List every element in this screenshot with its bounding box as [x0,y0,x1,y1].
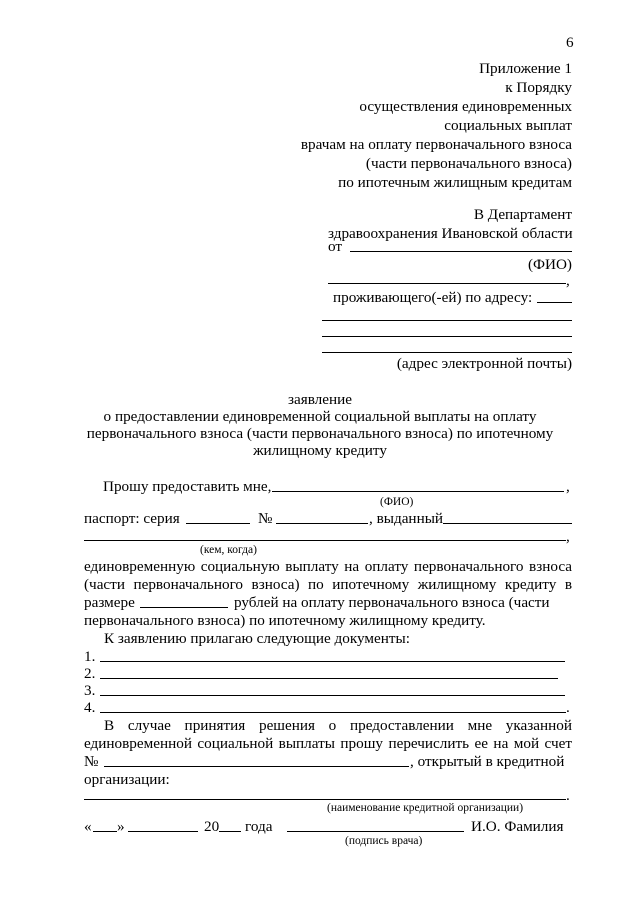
document-page: 6 Приложение 1 к Порядку осуществления единовременных социальных выплат врачам на оплату первоначального взноса (части первоначального взноса) по ипотечным жилищным кредитам В Департамент здравоохранения Ивановской области от (ФИО) , проживающего(-ей) по адресу: (адрес электронной почты) заявление о предоставлении единовременной социальной выплаты на оплату первоначального взноса (части первоначального взноса) по ипотечному жилищному кредиту Прошу предоставить мне, , (ФИО) паспорт: серия № , выданный , (кем, когда) единовременную социальную выплату на оплату первоначального взноса (части первоначального взноса) по ипотечному жилищному кредиту в размере рублей на оплату первоначального взноса (части первоначального взноса) по ипотечному жилищному кредиту. К заявлению прилагаю следующие документы: 1. 2. 3. 4. . В случае принятия решения о предоставлении мне указанной единовременной социальной выплаты прошу перечислить ее на мой счет № , открытый в кредитной организации: . (наименование кредитной организации) « » 20 года И.О. Фамилия (подпись врача) [0,0,640,905]
paragraph-line: , открытый в кредитной [410,753,565,770]
addressee-line: В Департамент [473,206,572,223]
doc-number: 4. [84,699,96,716]
from-field[interactable] [350,251,572,252]
issued-by-field[interactable] [443,523,572,524]
year-prefix: 20 [204,818,220,835]
fio-hint: (ФИО) [527,256,572,273]
title-line: о предоставлении единовременной социальной выплаты на оплату [103,408,537,425]
issued-by-field-line2[interactable] [84,540,566,541]
email-hint: (адрес электронной почты) [396,355,572,372]
doc-field[interactable] [100,712,566,713]
org-hint: (наименование кредитной организации) [327,802,524,814]
address-field[interactable] [322,320,572,321]
number-sign: № [258,510,273,527]
fio-input-line[interactable] [272,491,564,492]
bank-name-field[interactable] [84,799,566,800]
appendix-line: по ипотечным жилищным кредитам [338,174,572,191]
email-field[interactable] [322,352,572,353]
passport-series-field[interactable] [186,523,250,524]
appendix-line: врачам на оплату первоначального взноса [300,136,572,153]
doc-number: 1. [84,648,96,665]
day-field[interactable] [93,831,117,832]
issued-label: , выданный [369,510,444,527]
title-line: жилищному кредиту [253,442,387,459]
appendix-line: (части первоначального взноса) [365,155,572,172]
paragraph-line: В случае принятия решения о предоставлении мне указанной [104,717,572,734]
attach-label: К заявлению прилагаю следующие документы: [104,630,410,647]
appendix-line: социальных выплат [444,117,572,134]
request-label: Прошу предоставить мне, [103,478,272,495]
passport-number-field[interactable] [276,523,368,524]
addressee-line: здравоохранения Ивановской области [328,225,573,242]
fio-field[interactable] [328,283,566,284]
passport-label: паспорт: серия [84,510,180,527]
appendix-line: к Порядку [505,79,572,96]
page-number: 6 [566,34,574,51]
date-close: » [117,818,125,835]
address-field[interactable] [537,302,572,303]
doc-number: 2. [84,665,96,682]
title-line: первоначального взноса (части первоначального взноса) по ипотечному [86,425,554,442]
doc-field[interactable] [100,678,558,679]
issued-hint: (кем, когда) [200,544,257,556]
date-open: « [84,818,92,835]
paragraph-line: единовременную социальную выплату на оплату первоначального взноса [84,558,572,575]
number-sign: № [84,753,99,770]
paragraph-line: (части первоначального взноса) по ипотечному жилищному кредиту в [84,576,572,593]
doc-field[interactable] [100,661,565,662]
from-label: от [328,238,343,255]
fio-hint: (ФИО) [380,496,414,508]
size-label: размере [84,594,135,611]
doc-number: 3. [84,682,96,699]
address-field[interactable] [322,336,572,337]
appendix-line: Приложение 1 [479,60,572,77]
signature-field[interactable] [287,831,464,832]
sign-hint: (подпись врача) [345,835,423,847]
month-field[interactable] [128,831,198,832]
paragraph-line: единовременной социальной выплаты прошу перечислить ее на мой счет [84,735,572,752]
amount-field[interactable] [140,607,228,608]
account-field[interactable] [104,766,409,767]
appendix-line: осуществления единовременных [359,98,572,115]
paragraph-line: рублей на оплату первоначального взноса (части [234,594,550,611]
doc-field[interactable] [100,695,565,696]
paragraph-line: первоначального взноса) по ипотечному жилищному кредиту. [84,612,486,629]
residing-label: проживающего(-ей) по адресу: [333,289,533,306]
year-word: года [245,818,273,835]
paragraph-line: организации: [84,771,170,788]
comma: , [566,272,570,289]
signer-name: И.О. Фамилия [471,818,564,835]
title-word: заявление [287,391,352,408]
year-field[interactable] [219,831,241,832]
